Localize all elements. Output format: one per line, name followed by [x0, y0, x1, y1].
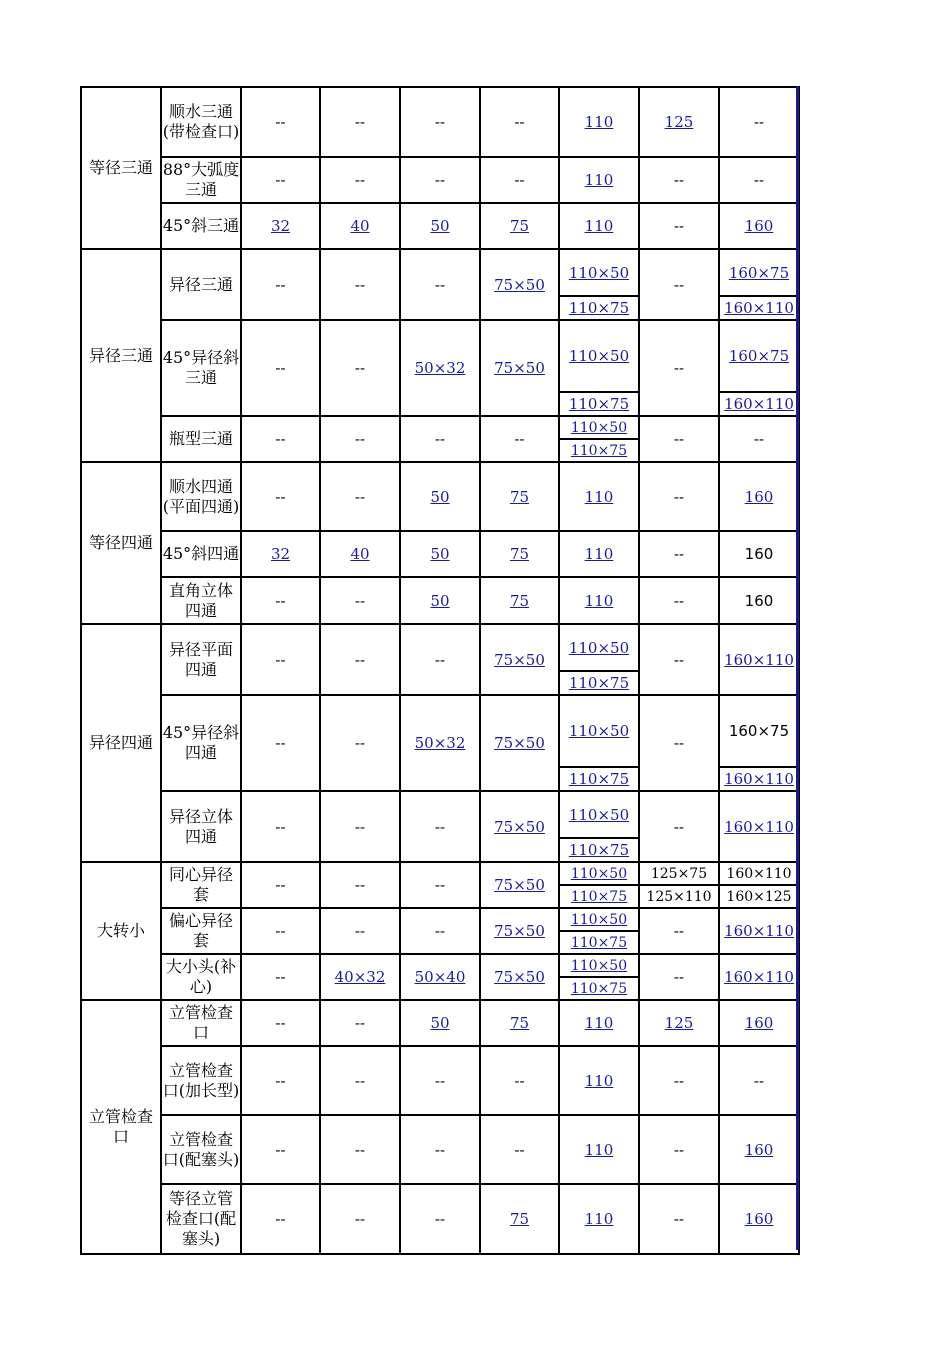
size-link[interactable]: 110: [584, 487, 614, 506]
size-cell[interactable]: [559, 296, 639, 320]
size-link[interactable]: 75: [509, 217, 530, 235]
group-label: 大转小: [81, 862, 161, 1000]
size-link[interactable]: 110: [584, 545, 614, 563]
size-cell: --: [719, 1046, 799, 1115]
size-cell: --: [480, 87, 559, 157]
size-link[interactable]: 75×50: [494, 817, 545, 836]
size-cell: 125×110: [639, 885, 719, 908]
size-link[interactable]: 160×110: [724, 817, 794, 836]
size-link[interactable]: 50: [430, 1014, 450, 1032]
table-row: [81, 954, 799, 977]
size-cell: 125×75: [639, 862, 719, 885]
size-cell[interactable]: [719, 1000, 799, 1046]
size-link[interactable]: 125: [664, 113, 694, 131]
size-link[interactable]: 40: [350, 545, 370, 563]
item-label: 偏心异径套: [161, 908, 241, 954]
size-link[interactable]: 160: [744, 1210, 774, 1228]
item-label: 直角立体四通: [161, 577, 241, 624]
size-cell: --: [639, 954, 719, 1000]
size-link[interactable]: 75×50: [494, 734, 545, 752]
group-label: 异径三通: [81, 249, 161, 462]
size-cell[interactable]: [559, 320, 639, 392]
size-cell: --: [639, 320, 719, 416]
table-row: [81, 908, 799, 931]
size-cell: --: [639, 791, 719, 862]
size-cell: --: [639, 1184, 719, 1254]
size-link[interactable]: 75×50: [494, 968, 545, 986]
size-cell[interactable]: [480, 791, 559, 862]
size-link[interactable]: 50: [430, 591, 450, 610]
size-link[interactable]: 75: [509, 1210, 530, 1228]
fittings-size-table: [80, 86, 800, 1255]
size-cell: --: [241, 462, 320, 531]
size-cell: 160: [719, 577, 799, 624]
size-cell: --: [320, 1115, 400, 1184]
group-label: 等径三通: [81, 87, 161, 249]
size-cell[interactable]: [559, 203, 639, 249]
size-link[interactable]: 110: [584, 1210, 614, 1228]
table-row: [81, 249, 799, 296]
size-link[interactable]: 110×75: [568, 395, 630, 413]
size-cell[interactable]: [719, 320, 799, 392]
group-label: 异径四通: [81, 624, 161, 862]
size-cell: --: [320, 1046, 400, 1115]
size-cell: --: [480, 1115, 559, 1184]
size-cell: --: [241, 1115, 320, 1184]
size-cell: 160: [719, 531, 799, 577]
item-label: 立管检查口(配塞头): [161, 1115, 241, 1184]
size-cell: --: [320, 624, 400, 695]
size-cell[interactable]: [400, 954, 480, 1000]
size-link[interactable]: 160: [744, 1140, 774, 1159]
item-label: 45°斜四通: [161, 531, 241, 577]
size-link[interactable]: 75×50: [494, 922, 545, 940]
size-cell[interactable]: [559, 862, 639, 885]
table-row: [81, 695, 799, 719]
size-link[interactable]: 110×50: [570, 419, 628, 436]
size-link[interactable]: 110×75: [570, 934, 628, 951]
size-cell: --: [241, 416, 320, 462]
size-cell: --: [320, 908, 400, 954]
size-cell: --: [320, 577, 400, 624]
size-link[interactable]: 75×50: [494, 876, 545, 894]
item-label: 立管检查口(加长型): [161, 1046, 241, 1115]
size-cell: --: [639, 624, 719, 695]
size-cell: --: [639, 462, 719, 531]
size-cell: --: [241, 157, 320, 203]
item-label: 45°异径斜三通: [161, 320, 241, 416]
size-link[interactable]: 50: [430, 545, 450, 563]
size-cell[interactable]: [400, 531, 480, 577]
size-cell: --: [400, 1046, 480, 1115]
size-cell: --: [241, 1046, 320, 1115]
size-cell[interactable]: [559, 439, 639, 462]
size-link[interactable]: 160×110: [724, 922, 794, 940]
size-cell: --: [480, 157, 559, 203]
item-label: 瓶型三通: [161, 416, 241, 462]
size-cell: --: [400, 416, 480, 462]
table-row: [81, 1046, 799, 1115]
size-link[interactable]: 75: [509, 591, 530, 610]
table-row: [81, 862, 799, 885]
table-row: [81, 531, 799, 577]
size-cell: --: [639, 249, 719, 320]
size-cell[interactable]: [559, 931, 639, 954]
size-link[interactable]: 40×32: [334, 968, 386, 986]
size-cell[interactable]: [400, 203, 480, 249]
size-cell[interactable]: [480, 908, 559, 954]
size-cell[interactable]: [559, 416, 639, 439]
size-link[interactable]: 160×110: [724, 770, 794, 788]
size-cell[interactable]: [559, 671, 639, 695]
table-row: [81, 157, 799, 203]
size-cell[interactable]: [559, 977, 639, 1000]
size-link[interactable]: 160×110: [724, 299, 794, 317]
size-link[interactable]: 160×110: [724, 395, 794, 413]
size-cell: --: [241, 577, 320, 624]
size-cell[interactable]: [559, 157, 639, 203]
size-cell[interactable]: [719, 249, 799, 296]
table-row: [81, 791, 799, 838]
size-cell: --: [320, 791, 400, 862]
size-link[interactable]: 50×32: [414, 734, 466, 752]
size-cell[interactable]: [400, 1000, 480, 1046]
size-link[interactable]: 110×75: [570, 980, 628, 997]
size-cell[interactable]: [400, 695, 480, 791]
size-cell: 160×110: [719, 862, 799, 885]
size-cell[interactable]: [719, 392, 799, 416]
size-cell: --: [320, 862, 400, 908]
size-cell[interactable]: [639, 1000, 719, 1046]
size-link[interactable]: 160×75: [728, 347, 790, 365]
size-cell: --: [639, 157, 719, 203]
size-cell: --: [241, 1184, 320, 1254]
size-link[interactable]: 110×50: [568, 722, 630, 740]
table-row: [81, 87, 799, 157]
size-link[interactable]: 110×50: [568, 347, 630, 365]
size-link[interactable]: 110: [584, 1071, 614, 1090]
size-cell[interactable]: [480, 624, 559, 695]
size-cell[interactable]: [559, 885, 639, 908]
size-cell[interactable]: [719, 767, 799, 791]
table-row: [81, 577, 799, 624]
size-link[interactable]: 110×75: [568, 674, 630, 692]
size-cell[interactable]: [719, 296, 799, 320]
size-cell[interactable]: [719, 1115, 799, 1184]
size-cell[interactable]: [241, 203, 320, 249]
size-link[interactable]: 50: [430, 487, 450, 506]
size-cell[interactable]: [719, 1184, 799, 1254]
size-cell: --: [480, 1046, 559, 1115]
item-label: 顺水三通(带检查口): [161, 87, 241, 157]
size-cell[interactable]: [480, 203, 559, 249]
size-cell: --: [320, 249, 400, 320]
size-link[interactable]: 110×75: [568, 841, 630, 859]
size-cell[interactable]: [719, 624, 799, 695]
size-cell: --: [241, 87, 320, 157]
size-cell[interactable]: [559, 577, 639, 624]
table-row: [81, 320, 799, 344]
size-link[interactable]: 40: [350, 217, 370, 235]
size-cell[interactable]: [559, 1000, 639, 1046]
item-label: 异径立体四通: [161, 791, 241, 862]
size-link[interactable]: 110×50: [570, 957, 628, 974]
size-link[interactable]: 32: [270, 217, 291, 235]
size-cell[interactable]: [559, 954, 639, 977]
size-cell[interactable]: [719, 791, 799, 862]
size-link[interactable]: 110: [584, 1014, 614, 1032]
size-link[interactable]: 110: [584, 113, 614, 131]
size-link[interactable]: 110: [584, 591, 614, 610]
size-cell: --: [639, 1115, 719, 1184]
size-cell[interactable]: [400, 577, 480, 624]
size-cell: --: [639, 416, 719, 462]
size-link[interactable]: 110×50: [568, 805, 630, 824]
size-cell[interactable]: [639, 87, 719, 157]
size-cell: --: [400, 249, 480, 320]
size-link[interactable]: 110: [584, 171, 614, 189]
size-cell[interactable]: [400, 462, 480, 531]
size-cell: --: [241, 1000, 320, 1046]
size-cell[interactable]: [480, 462, 559, 531]
size-link[interactable]: 110×75: [568, 770, 630, 788]
size-link[interactable]: 75×50: [494, 359, 545, 377]
size-cell: --: [241, 908, 320, 954]
size-cell[interactable]: [559, 791, 639, 838]
size-cell[interactable]: [480, 862, 559, 908]
size-cell: --: [639, 695, 719, 791]
size-link[interactable]: 160: [744, 1014, 774, 1032]
size-cell[interactable]: [480, 695, 559, 791]
size-cell: --: [241, 624, 320, 695]
table-row: [81, 1115, 799, 1184]
item-label: 等径立管检查口(配塞头): [161, 1184, 241, 1254]
size-cell: --: [639, 908, 719, 954]
size-cell[interactable]: [400, 320, 480, 416]
item-label: 异径三通: [161, 249, 241, 320]
size-cell: --: [719, 87, 799, 157]
size-cell[interactable]: [559, 392, 639, 416]
item-label: 大小头(补心): [161, 954, 241, 1000]
size-cell[interactable]: [480, 531, 559, 577]
size-cell[interactable]: [480, 320, 559, 416]
size-cell: --: [400, 157, 480, 203]
size-cell[interactable]: [241, 531, 320, 577]
table-row: [81, 462, 799, 531]
size-link[interactable]: 75: [509, 1014, 530, 1032]
size-cell[interactable]: [559, 908, 639, 931]
size-cell: --: [400, 1184, 480, 1254]
size-cell: --: [320, 416, 400, 462]
item-label: 45°斜三通: [161, 203, 241, 249]
size-cell: --: [639, 531, 719, 577]
size-link[interactable]: 75: [509, 545, 530, 563]
size-cell: --: [241, 862, 320, 908]
size-cell[interactable]: [480, 954, 559, 1000]
item-label: 45°异径斜四通: [161, 695, 241, 791]
size-cell: --: [241, 695, 320, 791]
size-cell: --: [241, 320, 320, 416]
table-row: [81, 416, 799, 439]
table-row: [81, 1184, 799, 1254]
size-link[interactable]: 75×50: [494, 275, 545, 294]
size-cell: --: [639, 577, 719, 624]
size-cell: --: [480, 416, 559, 462]
size-cell[interactable]: [559, 1115, 639, 1184]
size-link[interactable]: 160: [744, 487, 774, 506]
size-cell: --: [320, 87, 400, 157]
size-cell: --: [320, 1184, 400, 1254]
size-cell: --: [241, 791, 320, 862]
size-cell[interactable]: [320, 531, 400, 577]
table-row: [81, 1000, 799, 1046]
size-link[interactable]: 160×110: [724, 968, 794, 986]
size-cell: 160×75: [719, 695, 799, 767]
size-link[interactable]: 160: [744, 217, 774, 235]
size-cell[interactable]: [320, 954, 400, 1000]
size-cell: --: [719, 157, 799, 203]
size-link[interactable]: 110: [584, 1140, 614, 1159]
size-cell[interactable]: [559, 531, 639, 577]
size-cell[interactable]: [480, 1184, 559, 1254]
size-link[interactable]: 160×110: [724, 650, 794, 669]
size-link[interactable]: 110×50: [570, 911, 628, 928]
size-link[interactable]: 50: [430, 217, 450, 235]
size-link[interactable]: 110×50: [570, 865, 628, 882]
size-cell[interactable]: [559, 695, 639, 767]
size-cell: --: [400, 87, 480, 157]
size-link[interactable]: 110: [584, 217, 614, 235]
pipe-fittings-spec-sheet: [80, 86, 798, 1255]
table-row: [81, 624, 799, 671]
item-label: 88°大弧度三通: [161, 157, 241, 203]
size-cell[interactable]: [559, 1046, 639, 1115]
size-cell[interactable]: [559, 87, 639, 157]
size-link[interactable]: 110×75: [570, 888, 628, 905]
item-label: 异径平面四通: [161, 624, 241, 695]
size-link[interactable]: 110×50: [568, 263, 630, 282]
item-label: 顺水四通(平面四通): [161, 462, 241, 531]
size-cell: --: [320, 157, 400, 203]
size-cell[interactable]: [480, 1000, 559, 1046]
size-cell[interactable]: [559, 838, 639, 862]
size-cell[interactable]: [719, 954, 799, 1000]
size-cell: --: [400, 624, 480, 695]
size-cell: --: [400, 908, 480, 954]
size-link[interactable]: 110×75: [570, 442, 628, 459]
size-cell[interactable]: [719, 203, 799, 249]
size-cell: --: [320, 462, 400, 531]
size-cell[interactable]: [559, 249, 639, 296]
size-link[interactable]: 32: [270, 545, 291, 563]
size-cell[interactable]: [480, 577, 559, 624]
size-cell: --: [241, 954, 320, 1000]
size-link[interactable]: 160×75: [728, 263, 790, 282]
item-label: 同心异径套: [161, 862, 241, 908]
size-cell[interactable]: [559, 1184, 639, 1254]
table-row: [81, 203, 799, 249]
size-cell[interactable]: [719, 908, 799, 954]
group-label: 等径四通: [81, 462, 161, 624]
right-border-bar: [796, 86, 799, 1250]
size-cell: --: [320, 695, 400, 791]
size-cell[interactable]: [559, 462, 639, 531]
size-link[interactable]: 50×40: [414, 968, 466, 986]
size-cell[interactable]: [320, 203, 400, 249]
size-cell[interactable]: [719, 462, 799, 531]
size-cell[interactable]: [559, 767, 639, 791]
size-cell: --: [320, 1000, 400, 1046]
size-cell: --: [639, 1046, 719, 1115]
size-link[interactable]: 50×32: [414, 359, 466, 377]
size-cell[interactable]: [559, 624, 639, 671]
size-link[interactable]: 110×50: [568, 638, 630, 657]
size-link[interactable]: 75×50: [494, 650, 545, 669]
size-cell: 160×125: [719, 885, 799, 908]
size-cell: --: [400, 1115, 480, 1184]
size-link[interactable]: 75: [509, 487, 530, 506]
size-cell[interactable]: [480, 249, 559, 320]
item-label: 立管检查口: [161, 1000, 241, 1046]
size-cell: --: [400, 862, 480, 908]
size-link[interactable]: 110×75: [568, 299, 630, 317]
size-cell: --: [241, 249, 320, 320]
group-label: 立管检查口: [81, 1000, 161, 1254]
size-link[interactable]: 125: [664, 1014, 694, 1032]
size-cell: --: [320, 320, 400, 416]
size-cell: --: [639, 203, 719, 249]
size-cell: --: [719, 416, 799, 462]
size-cell: --: [400, 791, 480, 862]
